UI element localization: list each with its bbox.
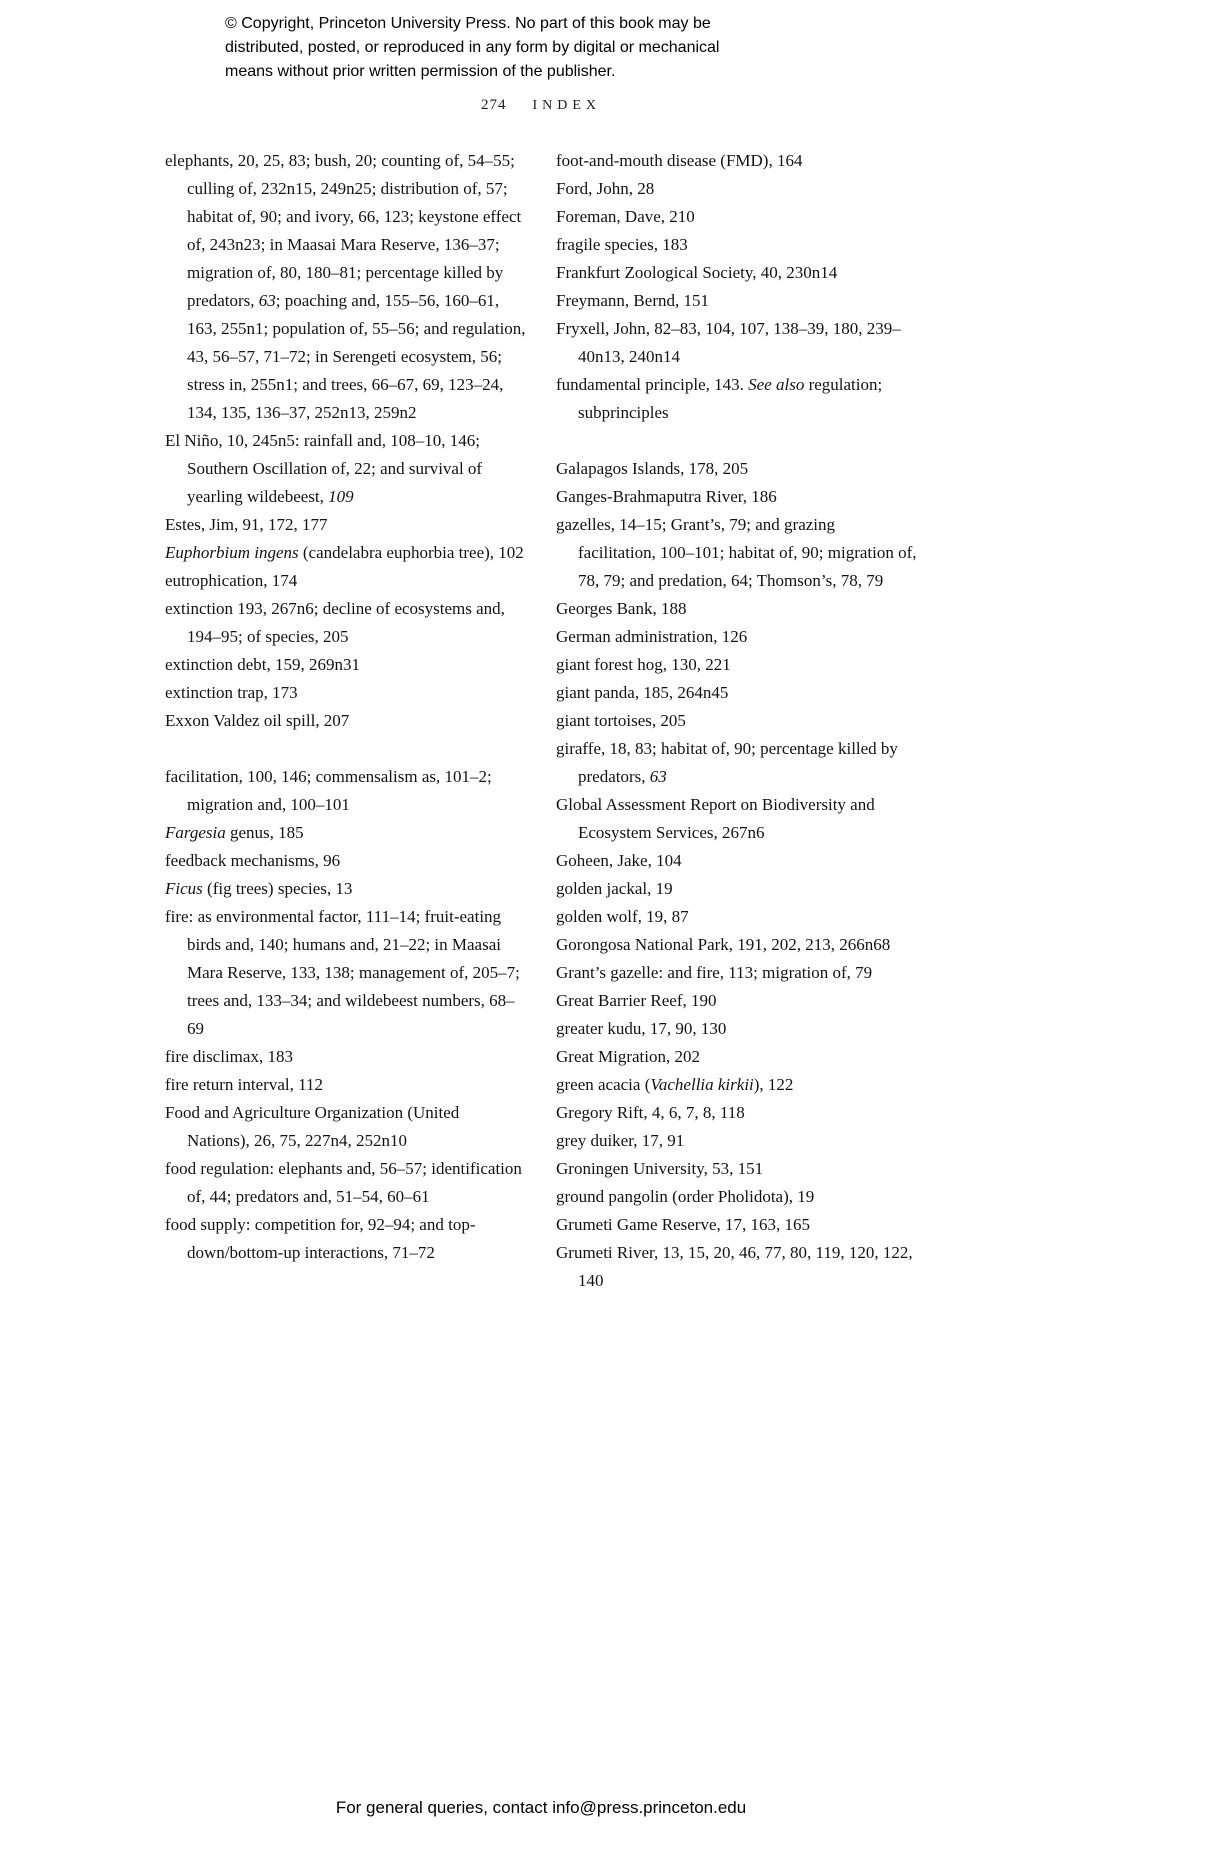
index-entry: Foreman, Dave, 210 [556,207,695,226]
index-entry: Great Migration, 202 [556,1047,700,1066]
index-entry: giant tortoises, 205 [556,711,686,730]
footer-contact: For general queries, contact info@press.princeton.edu [335,1798,747,1817]
index-entry: Ganges-Brahmaputra River, 186 [556,487,777,506]
index-entry: Goheen, Jake, 104 [556,851,682,870]
copyright-notice [225,12,865,84]
index-column-left [165,147,526,1295]
index-entry: golden jackal, 19 [556,879,673,898]
index-entry: Gregory Rift, 4, 6, 7, 8, 118 [556,1103,745,1122]
index-entry: Ford, John, 28 [556,179,655,198]
index-entry: golden wolf, 19, 87 [556,907,689,926]
index-entry: Grumeti Game Reserve, 17, 163, 165 [556,1215,810,1234]
index-entry: Gorongosa National Park, 191, 202, 213, 266n68 [556,935,891,954]
copyright-line: distributed, posted, or reproduced in any form by digital or mechanical [225,39,720,56]
index-title: INDEX [532,98,602,113]
index-entry: El Niño, 10, 245n5: rainfall and, 108–10, 146; Southern Oscillation of, 22; and survival of yearling wildebeest, 109 [165,431,483,506]
index-entry: Grant’s gazelle: and fire, 113; migration of, 79 [556,963,873,982]
index-entry: Grumeti River, 13, 15, 20, 46, 77, 80, 119, 120, 122, 140 [556,1243,913,1290]
index-entry: green acacia (Vachellia kirkii), 122 [556,1075,794,1094]
index-entry: Euphorbium ingens (candelabra euphorbia tree), 102 [165,543,524,562]
index-entry: Freymann, Bernd, 151 [556,291,709,310]
index-entry: Great Barrier Reef, 190 [556,991,717,1010]
index-entry: German administration, 126 [556,627,748,646]
index-entry: Galapagos Islands, 178, 205 [556,459,749,478]
index-entry: extinction trap, 173 [165,683,298,702]
index-entry: food regulation: elephants and, 56–57; identification of, 44; predators and, 51–54, 60–61 [165,1159,522,1206]
index-group [556,147,917,427]
index-entry: fire: as environmental factor, 111–14; fruit-eating birds and, 140; humans and, 21–22; in Maasai Mara Reserve, 133, 138; management of, 205–7; trees and, 133–34; and wildebeest numbers, 68–69 [165,907,520,1038]
index-entry: facilitation, 100, 146; commensalism as, 101–2; migration and, 100–101 [165,767,492,814]
index-entry: fire disclimax, 183 [165,1047,293,1066]
index-entry: Ficus (fig trees) species, 13 [165,879,353,898]
index-column-right [556,147,917,1295]
copyright-line: means without prior written permission of the publisher. [225,63,616,80]
index-entry: giraffe, 18, 83; habitat of, 90; percentage killed by predators, 63 [556,739,898,786]
index-entry: greater kudu, 17, 90, 130 [556,1019,727,1038]
index-entry: extinction debt, 159, 269n31 [165,655,361,674]
index-entry: Food and Agriculture Organization (United Nations), 26, 75, 227n4, 252n10 [165,1103,460,1150]
index-entry: feedback mechanisms, 96 [165,851,341,870]
index-entry: fire return interval, 112 [165,1075,323,1094]
index-entry: grey duiker, 17, 91 [556,1131,685,1150]
index-entry: giant panda, 185, 264n45 [556,683,729,702]
index-entry: Exxon Valdez oil spill, 207 [165,711,350,730]
index-entry: elephants, 20, 25, 83; bush, 20; counting of, 54–55; culling of, 232n15, 249n25; distribution of, 57; habitat of, 90; and ivory, 66, 123; keystone effect of, 243n23; in Maasai Mara Reserve, 136–37; migration of, 80, 180–81; percentage killed by predators, 63; poaching and, 155–56, 160–61, 163, 255n1; population of, 55–56; and regulation, 43, 56–57, 71–72; in Serengeti ecosystem, 56; stress in, 255n1; and trees, 66–67, 69, 123–24, 134, 135, 136–37, 252n13, 259n2 [165,151,526,422]
index-entry: foot-and-mouth disease (FMD), 164 [556,151,803,170]
copyright-line: © Copyright, Princeton University Press. No part of this book may be [225,15,711,32]
running-head [165,97,917,114]
index-entry: ground pangolin (order Pholidota), 19 [556,1187,815,1206]
index-entry: extinction 193, 267n6; decline of ecosystems and, 194–95; of species, 205 [165,599,505,646]
index-entry: Estes, Jim, 91, 172, 177 [165,515,328,534]
index-entry: food supply: competition for, 92–94; and top-down/bottom-up interactions, 71–72 [165,1215,476,1262]
index-entry: giant forest hog, 130, 221 [556,655,731,674]
index-entry: Global Assessment Report on Biodiversity and Ecosystem Services, 267n6 [556,795,875,842]
index-group [556,455,917,1295]
index-group [165,763,526,1267]
index-columns [165,147,917,1295]
index-group [165,147,526,735]
index-entry: fundamental principle, 143. See also regulation; subprinciples [556,375,883,422]
index-entry: fragile species, 183 [556,235,688,254]
index-entry: eutrophication, 174 [165,571,298,590]
index-entry: Fryxell, John, 82–83, 104, 107, 138–39, 180, 239–40n13, 240n14 [556,319,901,366]
index-entry: gazelles, 14–15; Grant’s, 79; and grazing facilitation, 100–101; habitat of, 90; migration of, 78, 79; and predation, 64; Thomson’s, 78, 79 [556,515,917,590]
index-entry: Georges Bank, 188 [556,599,687,618]
index-entry: Fargesia genus, 185 [165,823,304,842]
page-number: 274 [480,97,507,113]
index-entry: Groningen University, 53, 151 [556,1159,764,1178]
index-entry: Frankfurt Zoological Society, 40, 230n14 [556,263,838,282]
